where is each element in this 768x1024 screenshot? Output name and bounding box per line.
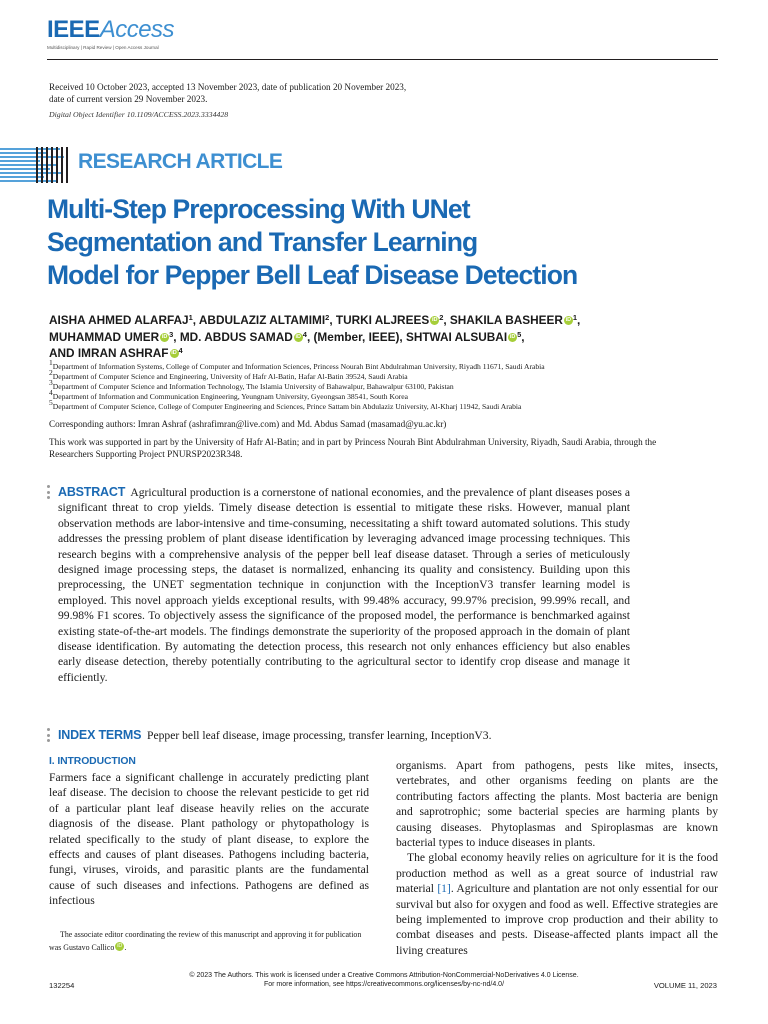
orcid-icon[interactable]: iD <box>295 333 302 340</box>
author-name: SHTWAI ALSUBAI <box>405 329 508 344</box>
abstract-label: ABSTRACT <box>58 485 126 499</box>
affiliation-text: Department of Computer Science and Information Technology, The Islamia University of Bahawalpur, Bahawalpur 63100, Pakistan <box>52 381 454 391</box>
body-column-left <box>49 755 369 909</box>
license-notice <box>0 971 768 989</box>
index-terms-text: Pepper bell leaf disease, image processing, transfer learning, InceptionV3. <box>147 729 492 742</box>
author-name: AISHA AHMED ALARFAJ <box>49 313 189 327</box>
page-number: 132254 <box>49 981 75 990</box>
reference-link[interactable]: [1] <box>437 882 451 896</box>
paragraph: Farmers face a significant challenge in accurately predicting plant leaf disease. The decision to choose the relevant pesticide to get rid of a particular plant leaf disease heavily relies on the accurate diagnosis of the disease. Plant pathology or phytopathology is related specifically to the study of plant disease, to explore the effects and causes of plant diseases. Pathogens including bacteria, fungi, viruses, viroids, and parasitic plants are the fundamental cause of such diseases and infections. Pathogens are defined as infectious <box>49 771 369 908</box>
journal-logo <box>47 17 174 43</box>
author-affil: 2 <box>439 313 444 322</box>
section-label: RESEARCH ARTICLE <box>78 150 283 173</box>
affiliation-number: 4 <box>49 387 53 397</box>
doi: Digital Object Identifier 10.1109/ACCESS.2023.3334428 <box>49 110 229 119</box>
author-separator: , <box>329 313 336 327</box>
affiliation-text: Department of Information and Communication Engineering, Yeungnam University, Gyeongsan 38541, South Korea <box>52 391 409 401</box>
author-name: TURKI ALJREES <box>335 313 430 327</box>
author-affil: 4 <box>178 346 183 356</box>
author-affil: 1 <box>188 313 193 322</box>
affiliation-item <box>49 367 699 382</box>
banner-bars-icon <box>36 147 72 183</box>
author-separator: , <box>577 313 581 327</box>
body-column-right <box>396 758 718 958</box>
author-name: AND IMRAN ASHRAF <box>49 346 169 361</box>
journal-tagline: Multidisciplinary | Rapid Review | Open Access Journal <box>47 45 159 50</box>
paragraph <box>396 850 718 958</box>
logo-ieee: IEEE <box>47 16 100 43</box>
author-separator: , <box>521 329 525 344</box>
title-line-1: Multi-Step Preprocessing With UNet <box>47 194 470 224</box>
received-line-1: Received 10 October 2023, accepted 13 November 2023, date of publication 20 November 2023, <box>49 82 407 92</box>
paragraph-text: . Agriculture and plantation are not only essential for our survival but also for oxygen and food as well. Effective strategies are being implemented to improve crop production and their ability to combat diseases and pests. Disease-affected plants impact all the living creatures <box>396 882 718 957</box>
license-line-1: © 2023 The Authors. This work is licensed under a Creative Commons Attribution-NonCommercial-NoDerivatives 4.0 License. <box>189 972 579 979</box>
author-line <box>49 345 699 362</box>
index-terms-dots-icon <box>47 728 50 745</box>
orcid-icon[interactable]: iD <box>161 333 168 340</box>
author-separator: , <box>173 329 180 344</box>
paragraph: organisms. Apart from pathogens, pests like mites, insects, vertebrates, and other organisms feeding on plants are the contributing factors affecting the plants. Most bacteria are benign and saprotrophic; some bacterial species are harming plants by causing diseases. Phytoplasmas and Spiroplasmas are known bacterial types to induce diseases in plants. <box>396 759 718 850</box>
title-line-3: Model for Pepper Bell Leaf Disease Detection <box>47 260 578 290</box>
abstract <box>58 485 630 685</box>
affiliations <box>49 358 699 412</box>
volume-label: VOLUME 11, 2023 <box>653 981 717 990</box>
author-name: MD. ABDUS SAMAD <box>179 329 293 344</box>
author-affil: 1 <box>572 313 578 322</box>
received-dates <box>49 82 569 105</box>
orcid-icon[interactable]: iD <box>431 317 438 323</box>
author-affil: 3 <box>169 329 174 339</box>
affiliation-number: 3 <box>49 377 53 387</box>
author-separator: , <box>192 313 199 327</box>
author-name: MUHAMMAD UMER <box>49 329 160 344</box>
affiliation-item <box>49 358 699 372</box>
author-line <box>49 329 699 346</box>
corresponding-authors: Corresponding authors: Imran Ashraf (ashrafimran@live.com) and Md. Abdus Samad (masamad@yu.ac.kr) <box>49 419 447 429</box>
orcid-icon[interactable]: iD <box>565 317 572 323</box>
orcid-icon[interactable]: iD <box>171 350 177 357</box>
affiliation-text: Department of Computer Science and Engineering, University of Hafr Al-Batin, Hafar Al-Batin 39524, Saudi Arabia <box>52 371 408 381</box>
author-separator: , (Member, IEEE), <box>306 329 406 344</box>
affiliation-number: 5 <box>49 397 53 407</box>
author-affil: 4 <box>302 329 307 339</box>
footnote-text: The associate editor coordinating the review of this manuscript and approving it for publication was Gustavo Callico <box>49 930 362 952</box>
orcid-icon[interactable]: iD <box>509 333 516 340</box>
funding-statement: This work was supported in part by the University of Hafr Al-Batin; and in part by Princess Nourah Bint Abdulrahman University, Riyadh, Saudi Arabia, through the Researchers Supporting Project PNURSP2023R348. <box>49 437 657 459</box>
affiliation-number: 1 <box>49 358 53 367</box>
affiliation-item <box>49 387 699 402</box>
affiliation-text: Department of Information Systems, College of Computer and Information Sciences, Princess Nourah Bint Abdulrahman University, Riyadh 11671, Saudi Arabia <box>52 362 545 371</box>
license-link[interactable]: For more information, see https://creativecommons.org/licenses/by-nc-nd/4.0/ <box>263 981 505 988</box>
author-separator: , <box>443 313 450 327</box>
paper-title <box>47 193 687 292</box>
editor-footnote: The associate editor coordinating the review of this manuscript and approving it for publication was Gustavo Callico iD . <box>49 930 362 952</box>
affiliation-item <box>49 377 699 392</box>
affiliation-text: Department of Computer Science, College of Computer Engineering and Sciences, Prince Sattam bin Abdulaziz University, Al-Kharj 11942, Saudi Arabia <box>52 401 522 411</box>
author-name: ABDULAZIZ ALTAMIMI <box>198 313 326 327</box>
index-terms <box>58 728 678 743</box>
author-affil: 5 <box>517 329 522 339</box>
received-line-2: date of current version 29 November 2023. <box>49 93 208 104</box>
index-terms-label: INDEX TERMS <box>58 728 142 742</box>
paragraph-text: The global economy heavily relies on agriculture for it is the food production method as well as a great source of industrial raw material <box>396 851 718 896</box>
abstract-text: Agricultural production is a cornerstone of national economies, and the prevalence of plant diseases poses a significant threat to crop yields. Timely disease detection is essential to mitigate these risks. However, manual plant observation methods are labor-intensive and time-consuming, necessitating a shift toward automated solutions. This study addresses the pressing problem of plant disease identification by leveraging advanced image processing techniques. This research begins with a comprehensive analysis of the pepper bell leaf disease dataset. Through a series of meticulously designed image processing steps, the dataset is normalized, enhancing its quality and consistency. Building upon this preprocessing, the UNET segmentation technique in conjunction with the InceptionV3 transfer learning model is employed. This novel approach yields exceptional results, with 99.48% accuracy, 99.97% precision, 99.99% recall, and 99.98% F1 scores. To objectively assess the significance of the proposed model, the performance is benchmarked against existing state-of-the-art models. The findings demonstrate the superiority of the proposed approach in the domain of plant disease identification. By automating the detection process, this research not only enhances efficiency but also enables early disease detection, thereby potentially contributing to the agricultural sector to identify crop disease and manage it efficiently. <box>58 486 630 684</box>
logo-access: Access <box>99 16 175 43</box>
introduction-heading: I. INTRODUCTION <box>49 756 136 767</box>
author-list <box>49 312 699 362</box>
author-line <box>49 312 699 329</box>
orcid-icon[interactable]: iD <box>117 943 123 949</box>
author-affil: 2 <box>325 313 330 322</box>
affiliation-item <box>49 397 699 412</box>
author-name: SHAKILA BASHEER <box>449 313 563 327</box>
abstract-dots-icon <box>47 485 50 502</box>
affiliation-number: 2 <box>49 367 53 377</box>
title-line-2: Segmentation and Transfer Learning <box>47 227 478 257</box>
header-rule <box>47 59 718 60</box>
